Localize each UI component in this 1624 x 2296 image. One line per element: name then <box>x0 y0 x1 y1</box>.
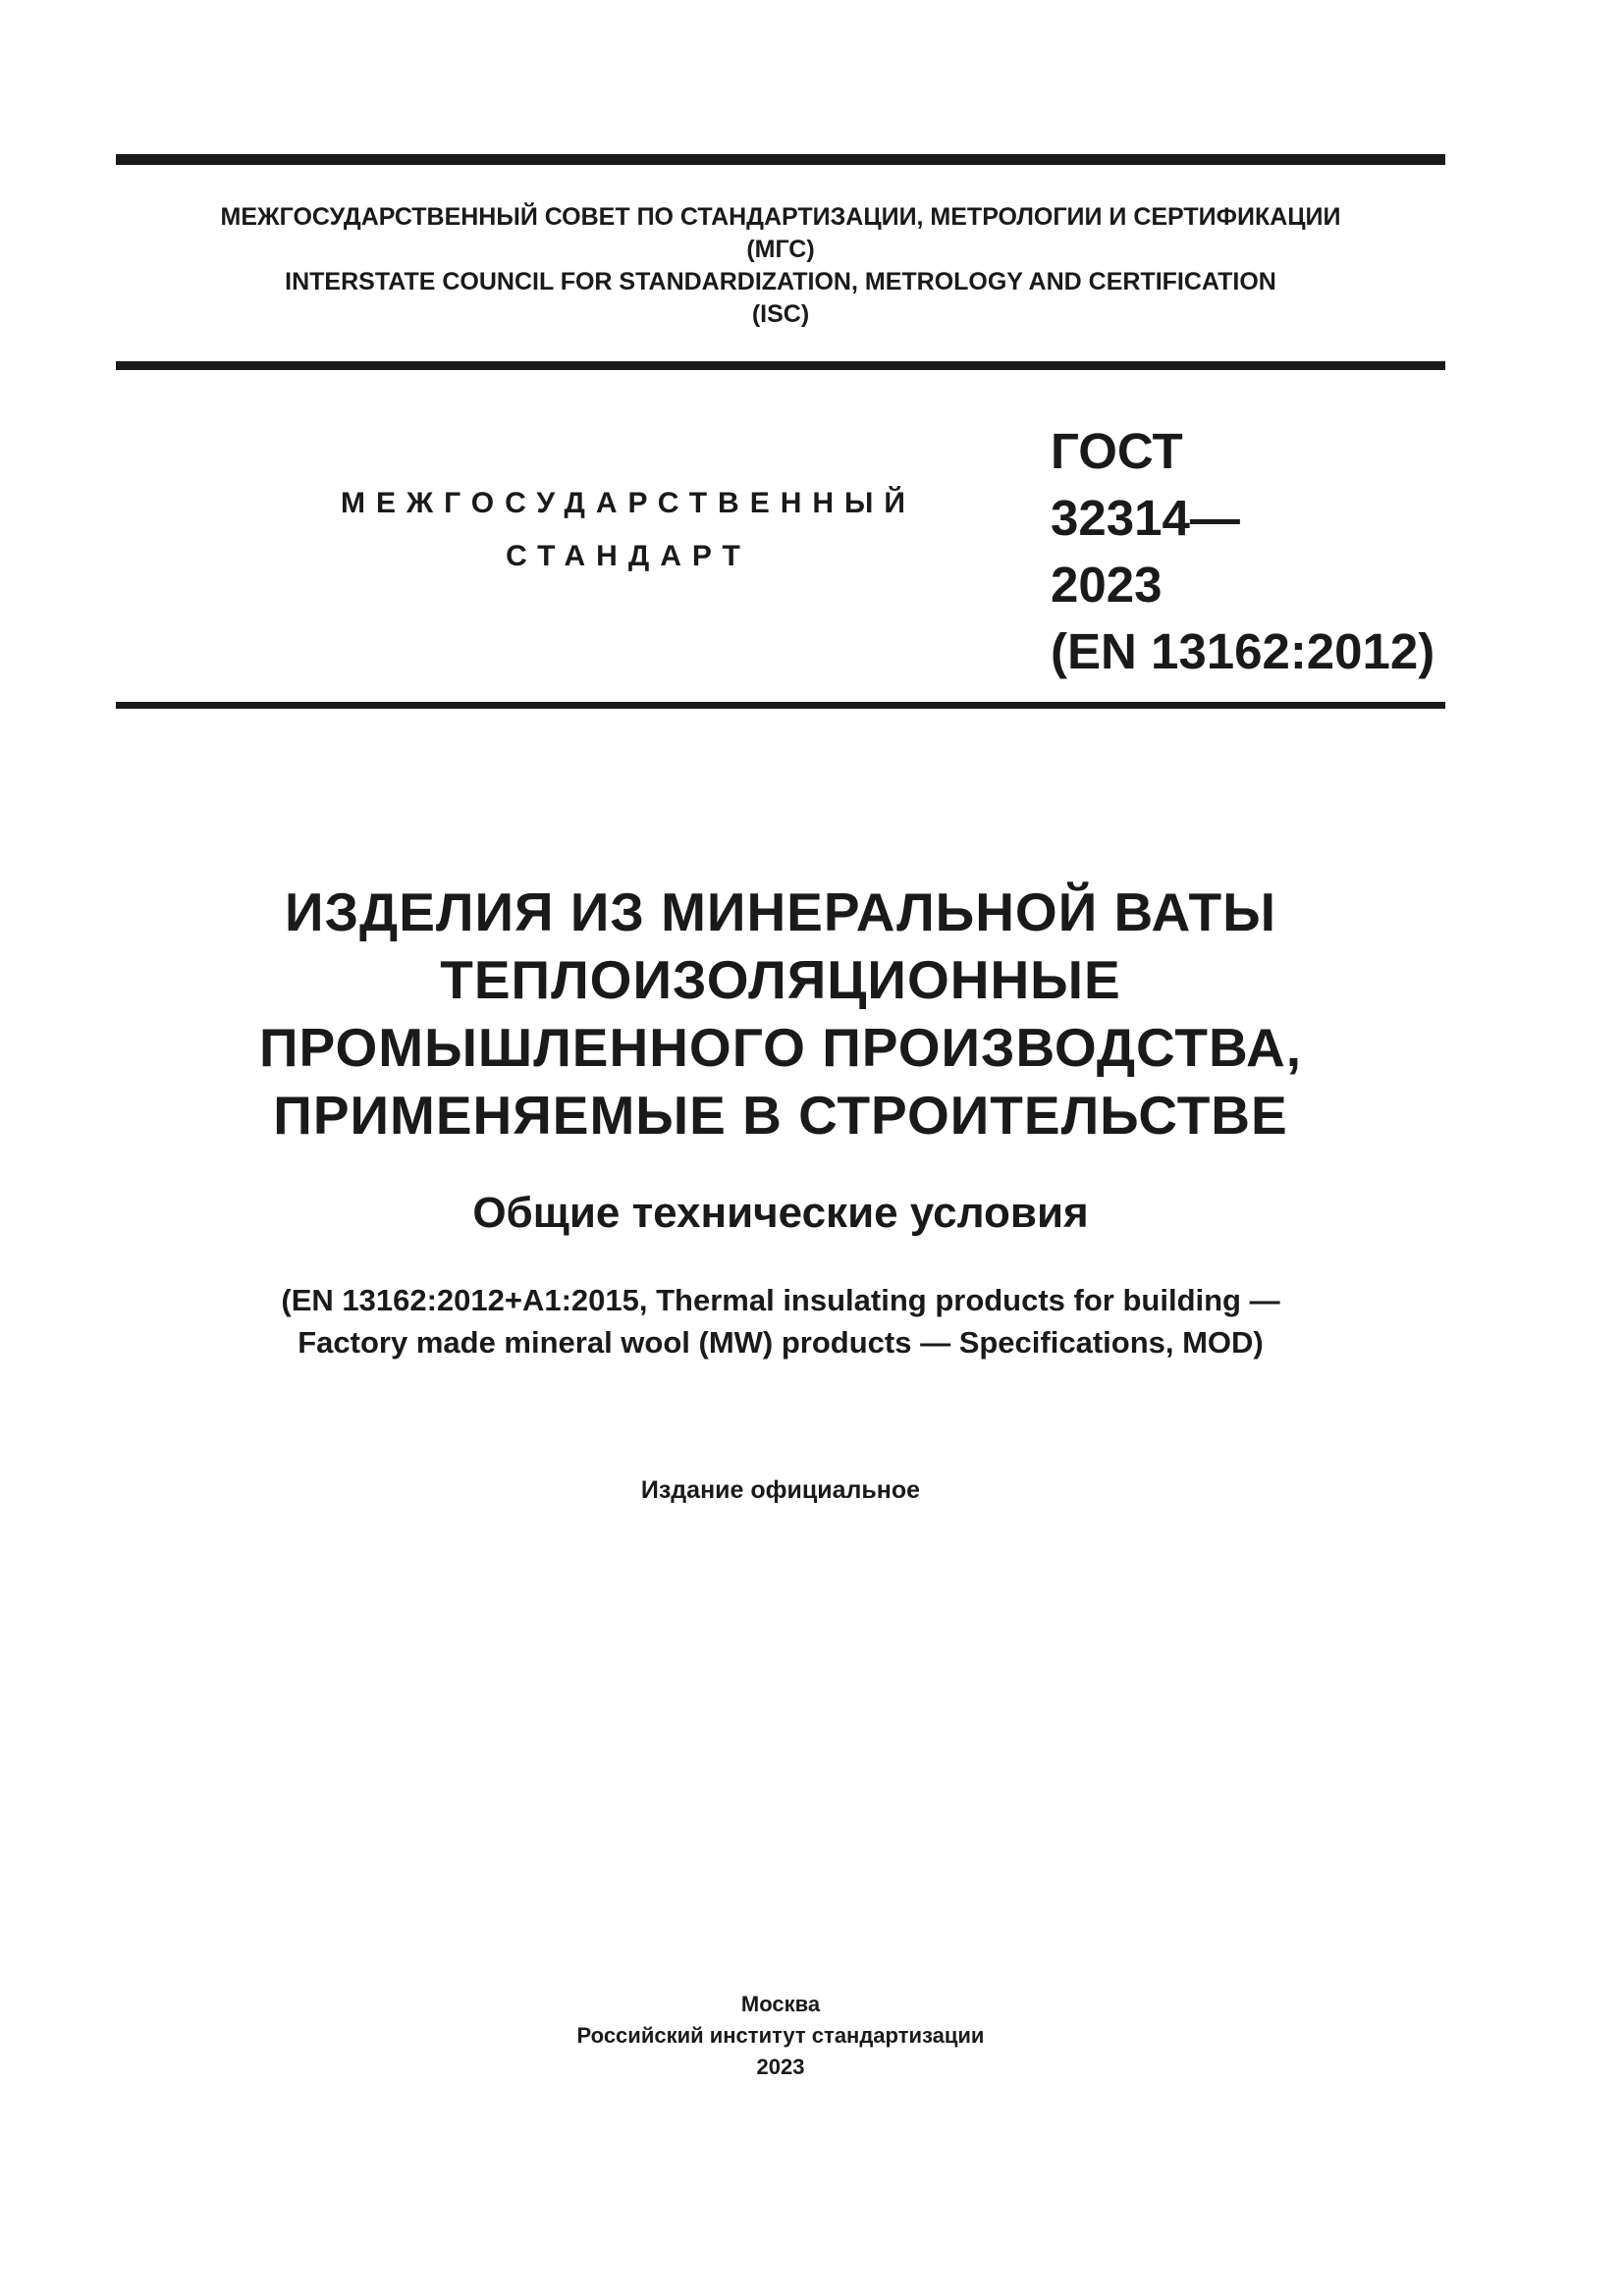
standard-type-label <box>295 477 962 583</box>
standard-type-line1: МЕЖГОСУДАРСТВЕННЫЙ <box>341 487 916 519</box>
title-line4: ПРИМЕНЯЕМЫЕ В СТРОИТЕЛЬСТВЕ <box>273 1085 1288 1146</box>
gost-equivalent: (EN 13162:2012) <box>1051 623 1435 679</box>
council-abbr-en: (ISC) <box>751 300 810 328</box>
document-title <box>116 879 1445 1149</box>
gost-designation <box>1051 418 1443 685</box>
title-line1: ИЗДЕЛИЯ ИЗ МИНЕРАЛЬНОЙ ВАТЫ <box>285 881 1276 942</box>
en-reference <box>116 1279 1445 1363</box>
edition-note: Издание официальное <box>640 1476 921 1504</box>
bottom-rule <box>116 702 1445 709</box>
middle-rule <box>116 361 1445 370</box>
title-line3: ПРОМЫШЛЕННОГО ПРОИЗВОДСТВА, <box>259 1017 1302 1078</box>
standard-type-line2: СТАНДАРТ <box>506 540 751 572</box>
top-rule <box>116 154 1445 165</box>
title-line2: ТЕПЛОИЗОЛЯЦИОННЫЕ <box>440 949 1121 1010</box>
imprint <box>116 1989 1445 2083</box>
imprint-year: 2023 <box>756 2055 805 2079</box>
en-reference-line1: (EN 13162:2012+A1:2015, Thermal insulating products for building — <box>281 1283 1280 1317</box>
gost-prefix: ГОСТ <box>1051 423 1183 479</box>
en-reference-line2: Factory made mineral wool (MW) products — Specifications, MOD) <box>298 1325 1264 1360</box>
gost-number: 32314— <box>1051 490 1240 546</box>
document-subtitle: Общие технические условия <box>472 1189 1089 1237</box>
imprint-publisher: Российский институт стандартизации <box>576 2023 985 2048</box>
council-name-en: INTERSTATE COUNCIL FOR STANDARDIZATION, METROLOGY AND CERTIFICATION <box>285 268 1276 295</box>
council-name-ru: МЕЖГОСУДАРСТВЕННЫЙ СОВЕТ ПО СТАНДАРТИЗАЦИИ, МЕТРОЛОГИИ И СЕРТИФИКАЦИИ <box>220 203 1341 231</box>
imprint-city: Москва <box>740 1992 821 2016</box>
gost-year: 2023 <box>1051 557 1163 613</box>
council-abbr-ru: (МГС) <box>746 236 815 263</box>
council-header <box>116 201 1445 331</box>
